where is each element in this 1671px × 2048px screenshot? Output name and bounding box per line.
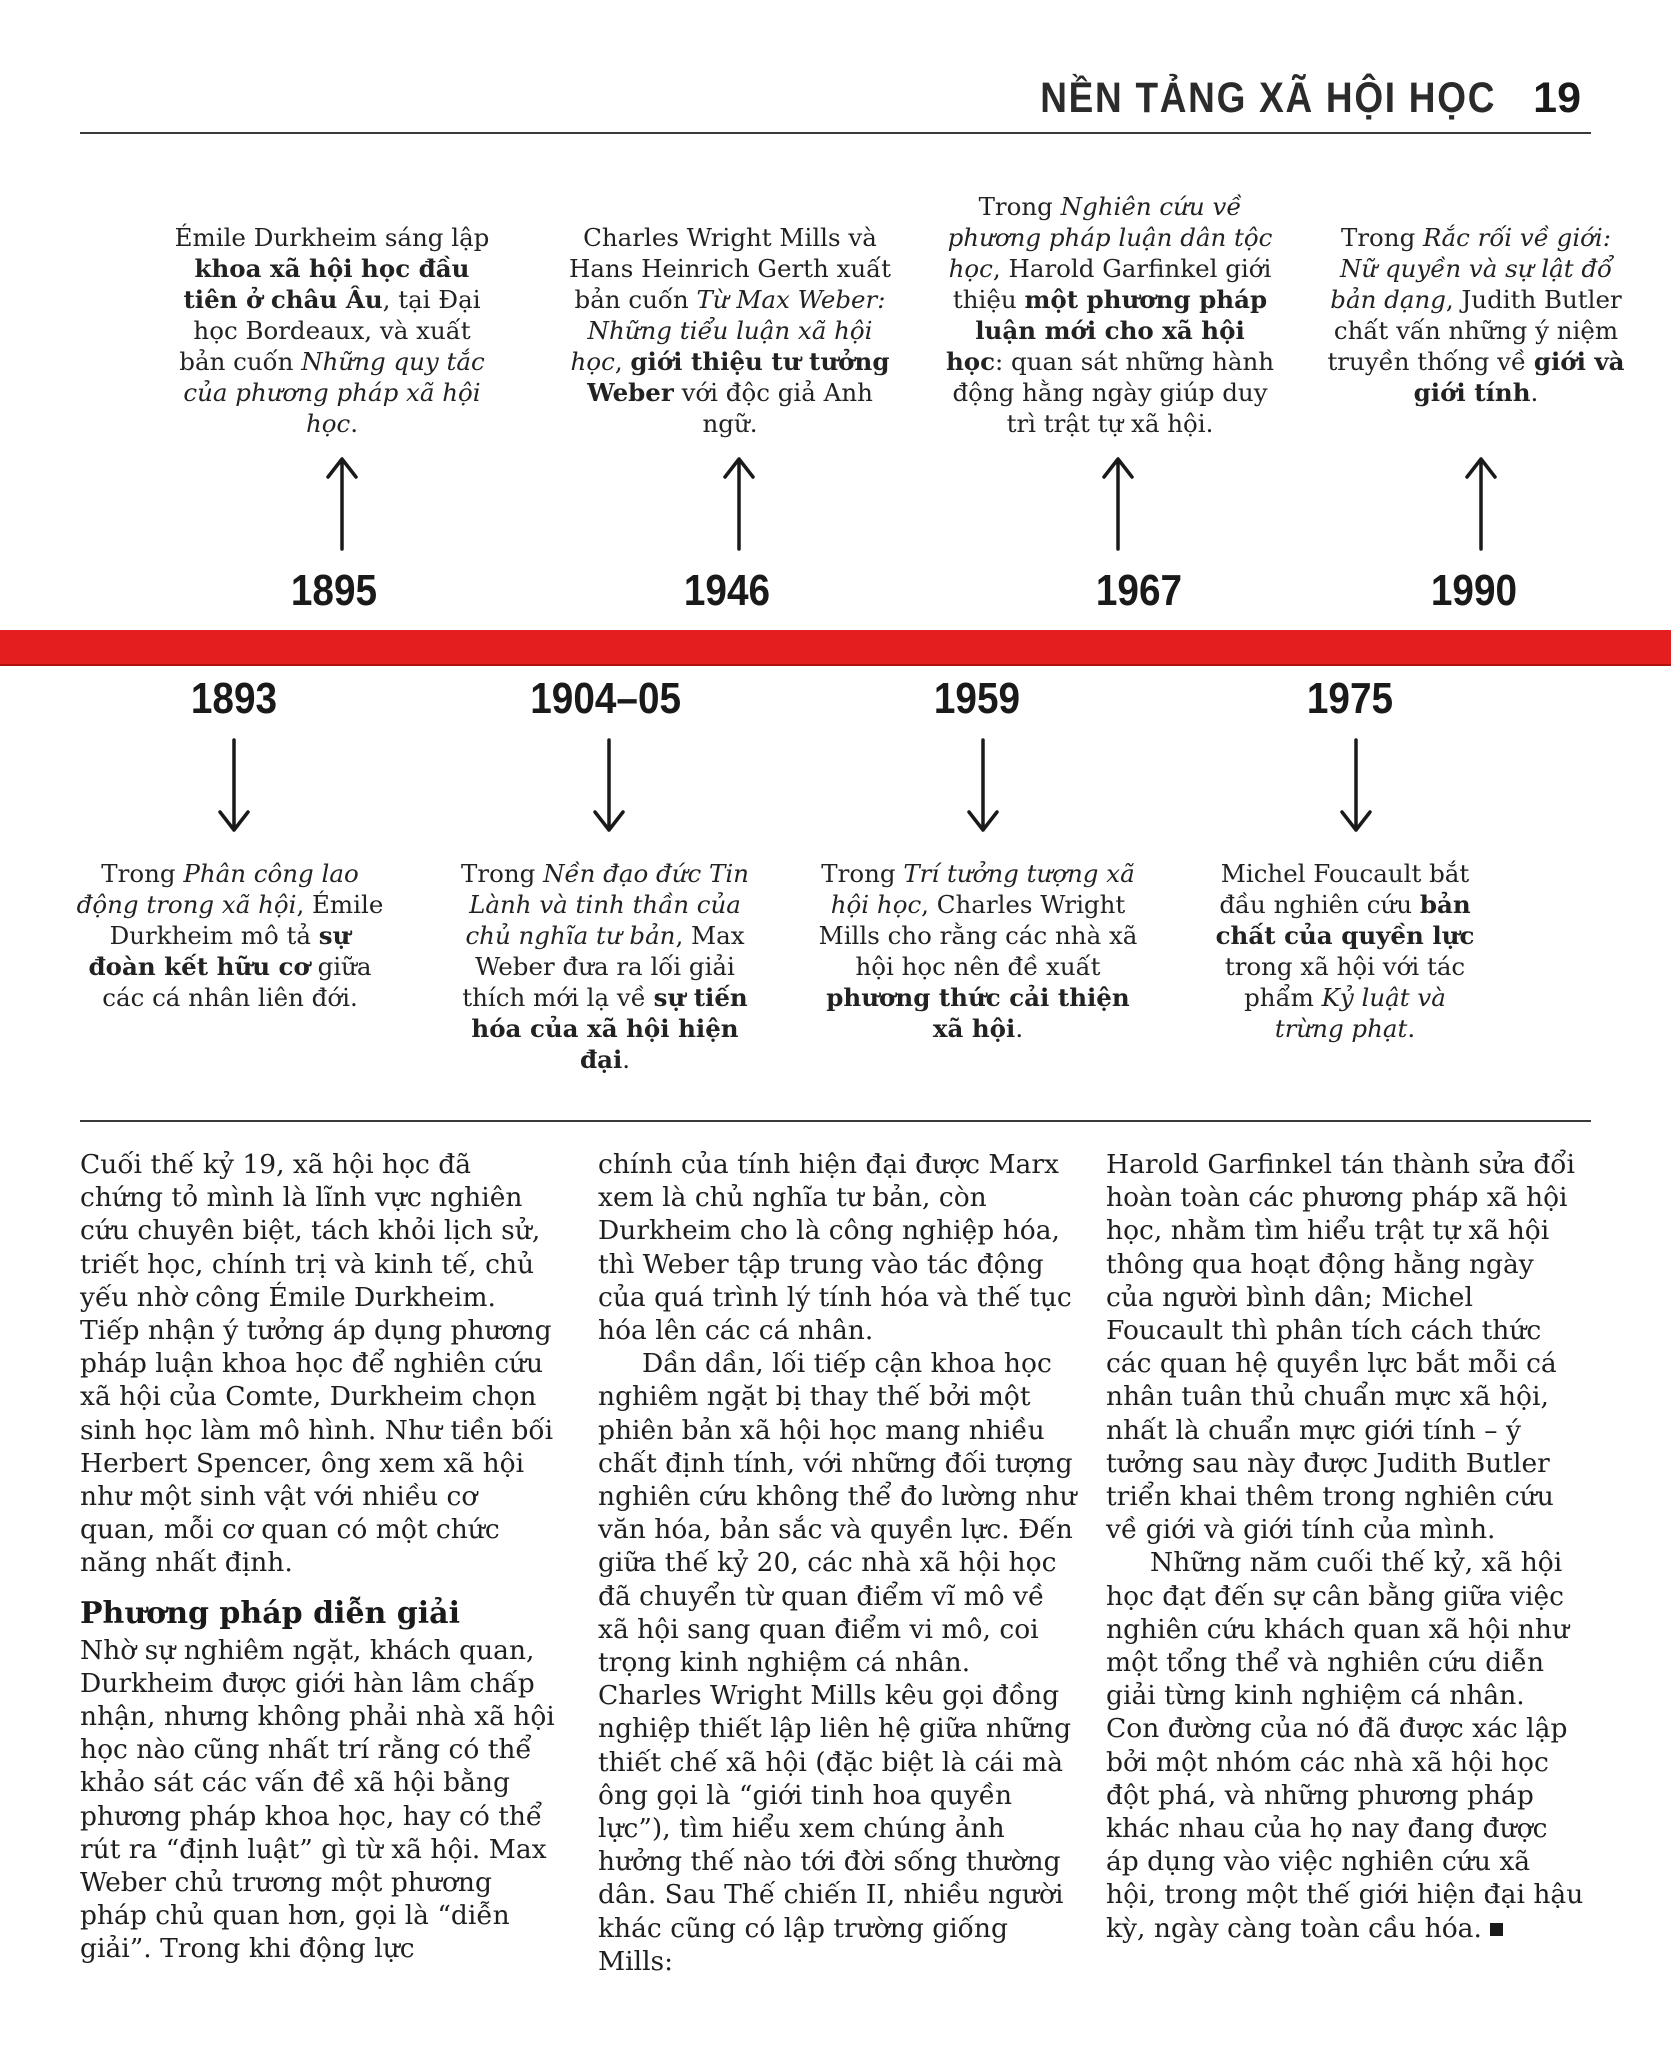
title-italic: Nghiên cứu về phương pháp luận dân tộc học (947, 192, 1273, 283)
body-column-1 (80, 1148, 560, 1966)
event-text-upper-1 (167, 222, 497, 439)
text-run: . (1407, 1014, 1416, 1043)
year-label-1895: 1895 (290, 566, 378, 615)
up-arrow-icon (719, 455, 759, 551)
text-run: với độc giả Anh ngữ. (673, 378, 873, 438)
emphasis-bold: khoa xã hội học đầu tiên ở châu Âu (183, 254, 470, 314)
event-text-upper-2 (565, 222, 895, 439)
emphasis-bold: bản chất của quyền lực (1215, 890, 1475, 950)
text-run: giữa các cá nhân liên đới. (102, 952, 372, 1012)
body-paragraph: chính của tính hiện đại được Marx xem là chủ nghĩa tư bản, còn Durkheim cho là công nghiệp hóa, thì Weber tập trung vào tác động của quá trình lý tính hóa và thế tục hóa lên các cá nhân. (598, 1149, 1072, 1347)
text-run: Trong (978, 192, 1061, 221)
event-text-lower-3 (815, 858, 1141, 1044)
timeline-bar (0, 630, 1671, 664)
year-label-1893: 1893 (190, 674, 278, 723)
emphasis-bold: phương thức cải thiện xã hội (826, 983, 1130, 1043)
text-run: , tại Đại học Bordeaux, và xuất bản cuốn (179, 285, 481, 376)
text-run: Trong (101, 859, 184, 888)
emphasis-bold: sự tiến hóa của xã hội hiện đại (471, 983, 748, 1074)
year-label-1959: 1959 (933, 674, 1021, 723)
emphasis-bold: giới thiệu tư tưởng Weber (587, 347, 890, 407)
year-label-1990: 1990 (1430, 566, 1518, 615)
body-column-2 (598, 1148, 1078, 1978)
title-italic: Phân công lao động trong xã hội (76, 859, 359, 919)
text-run: Michel Foucault bắt đầu nghiên cứu (1219, 859, 1470, 919)
event-text-lower-2 (447, 858, 763, 1075)
text-run: . (622, 1045, 631, 1074)
body-paragraph-text: Những năm cuối thế kỷ, xã hội học đạt đến sự cân bằng giữa việc nghiên cứu khách quan xã hội như một tổng thể và nghiên cứu diễn giải từng kinh nghiệm cá nhân. Con đường của nó đã được xác lập bởi một nhóm các nhà xã hội học đột phá, và những phương pháp khác nhau của họ nay đang được áp dụng vào việc nghiên cứu xã hội, trong một thế giới hiện đại hậu kỳ, ngày càng toàn cầu hóa. (1106, 1547, 1584, 1944)
text-run: Émile Durkheim sáng lập (174, 223, 490, 252)
up-arrow-icon (322, 455, 362, 551)
body-paragraph: Harold Garfinkel tán thành sửa đổi hoàn toàn các phương pháp xã hội học, nhằm tìm hiểu trật tự xã hội thông qua hoạt động hằng ngày của người bình dân; Michel Foucault thì phân tích cách thức các quan hệ quyền lực bắt mỗi cá nhân tuân thủ chuẩn mực xã hội, nhất là chuẩn mực giới tính – ý tưởng sau này được Judith Butler triển khai thêm trong nghiên cứu về giới và giới tính của mình. (1106, 1149, 1575, 1546)
text-run: . (350, 409, 359, 438)
text-run: . (1015, 1014, 1024, 1043)
event-text-upper-4 (1326, 222, 1626, 408)
down-arrow-icon (963, 738, 1003, 834)
body-paragraph (1106, 1546, 1586, 1944)
title-italic: Từ Max Weber: Những tiểu luận xã hội học (570, 285, 886, 376)
page-number: 19 (1533, 74, 1581, 122)
body-column-3 (1106, 1148, 1586, 1945)
text-run: Trong (821, 859, 904, 888)
section-heading: Phương pháp diễn giải (80, 1595, 460, 1631)
down-arrow-icon (1336, 738, 1376, 834)
text-run: , Harold Garfinkel giới thiệu (952, 254, 1272, 314)
text-run: , Charles Wright Mills cho rằng các nhà xã hội học nên đề xuất (818, 890, 1138, 981)
title-italic: Nền đạo đức Tin Lành và tinh thần của chủ nghĩa tư bản (465, 859, 749, 950)
year-label-1946: 1946 (683, 566, 771, 615)
text-run: , Max Weber đưa ra lối giải thích mới lạ về (462, 921, 745, 1012)
text-run: , Émile Durkheim mô tả (109, 890, 384, 950)
section-divider (80, 1120, 1591, 1122)
text-run: : quan sát những hành động hằng ngày giúp duy trì trật tự xã hội. (952, 347, 1275, 438)
text-run: trong xã hội với tác phẩm (1224, 952, 1466, 1012)
end-square-icon (1490, 1923, 1503, 1936)
body-paragraph: Dần dần, lối tiếp cận khoa học nghiêm ngặt bị thay thế bởi một phiên bản xã hội học mang nhiều chất định tính, với những đối tượng nghiên cứu không thể đo lường như văn hóa, bản sắc và quyền lực. Đến giữa thế kỷ 20, các nhà xã hội học đã chuyển từ quan điểm vĩ mô về xã hội sang quan điểm vi mô, coi trọng kinh nghiệm cá nhân. Charles Wright Mills kêu gọi đồng nghiệp thiết lập liên hệ giữa những thiết chế xã hội (đặc biệt là cái mà ông gọi là “giới tinh hoa quyền lực”), tìm hiểu xem chúng ảnh hưởng thế nào tới đời sống thường dân. Sau Thế chiến II, nhiều người khác cũng có lập trường giống Mills: (598, 1348, 1077, 1977)
emphasis-bold: một phương pháp luận mới cho xã hội học (945, 285, 1268, 376)
event-text-lower-1 (73, 858, 387, 1013)
chapter-title: NỀN TẢNG XÃ HỘI HỌC (1040, 74, 1496, 122)
text-run: Trong (461, 859, 544, 888)
body-paragraph: Nhờ sự nghiêm ngặt, khách quan, Durkheim được giới hàn lâm chấp nhận, nhưng không phải nhà xã hội học nào cũng nhất trí rằng có thể khảo sát các vấn đề xã hội bằng phương pháp khoa học, hay có thể rút ra “định luật” gì từ xã hội. Max Weber chủ trương một phương pháp chủ quan hơn, gọi là “diễn giải”. Trong khi động lực (80, 1634, 555, 1965)
text-run: Trong (1340, 223, 1424, 252)
header-divider (80, 132, 1591, 134)
up-arrow-icon (1098, 455, 1138, 551)
event-text-upper-3 (945, 191, 1275, 439)
emphasis-bold: giới và giới tính (1413, 347, 1625, 407)
page-header (80, 62, 1591, 132)
text-run: , Judith Butler chất vấn những ý niệm truyền thống về (1327, 285, 1622, 376)
down-arrow-icon (589, 738, 629, 834)
year-label-1967: 1967 (1095, 566, 1183, 615)
down-arrow-icon (214, 738, 254, 834)
text-run: Charles Wright Mills và Hans Heinrich Gerth xuất bản cuốn (568, 223, 892, 314)
up-arrow-icon (1461, 455, 1501, 551)
title-italic: Trí tưởng tượng xã hội học (830, 859, 1135, 919)
year-label-1975: 1975 (1306, 674, 1394, 723)
body-paragraph: Cuối thế kỷ 19, xã hội học đã chứng tỏ mình là lĩnh vực nghiên cứu chuyên biệt, tách khỏi lịch sử, triết học, chính trị và kinh tế, chủ yếu nhờ công Émile Durkheim. Tiếp nhận ý tưởng áp dụng phương pháp luận khoa học để nghiên cứu xã hội của Comte, Durkheim chọn sinh học làm mô hình. Như tiền bối Herbert Spencer, ông xem xã hội như một sinh vật với nhiều cơ quan, mỗi cơ quan có một chức năng nhất định. (80, 1149, 554, 1579)
year-label-1904-05: 1904–05 (530, 674, 682, 723)
event-text-lower-4 (1212, 858, 1478, 1044)
text-run: . (1530, 378, 1539, 407)
title-italic: Kỷ luật và trừng phạt (1274, 983, 1446, 1043)
text-run: , (614, 347, 631, 376)
title-italic: Rắc rối về giới: Nữ quyền và sự lật đổ bản dạng (1330, 223, 1613, 314)
emphasis-bold: sự đoàn kết hữu cơ (88, 921, 351, 981)
title-italic: Những quy tắc của phương pháp xã hội học (183, 347, 485, 438)
